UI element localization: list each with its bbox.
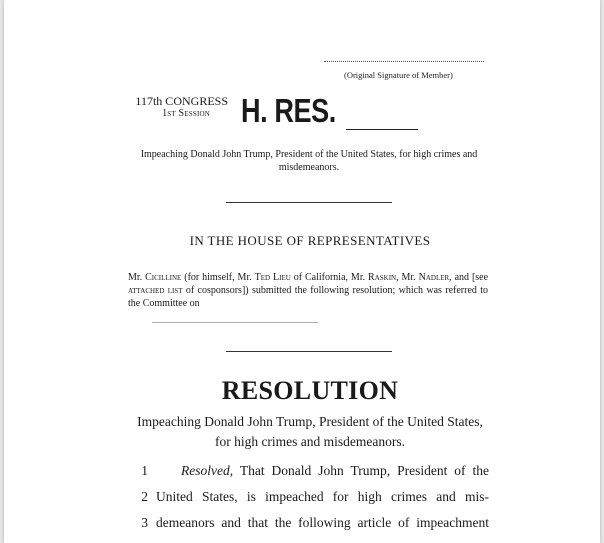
chamber-heading: IN THE HOUSE OF REPRESENTATIVES <box>189 233 431 248</box>
body-line: demeanors and that the following article of impeachment <box>156 515 489 530</box>
session-label: 1st Session <box>162 108 210 119</box>
action-text-1: (for himself, Mr. <box>184 272 252 283</box>
divider-rule <box>226 351 392 352</box>
attached-list-label: attached list <box>128 284 183 296</box>
resolved-word: Resolved, <box>181 463 234 478</box>
committee-blank <box>152 322 318 323</box>
line-number: 3 <box>141 515 148 530</box>
body-line <box>181 463 489 479</box>
short-title: Impeaching Donald John Trump, President of the United States, for high crimes and misdemeanors. <box>140 149 478 173</box>
cosponsor-name: Raskin <box>368 272 397 283</box>
action-text-2: of California, Mr. <box>293 272 366 283</box>
document-page <box>4 0 600 543</box>
congress-number: 117th CONGRESS <box>135 94 228 108</box>
line-number: 2 <box>141 489 148 504</box>
sponsor-prefix: Mr. <box>128 272 143 283</box>
line-number: 1 <box>141 463 148 478</box>
signature-caption: (Original Signature of Member) <box>344 70 453 80</box>
resolution-heading: RESOLUTION <box>221 376 399 405</box>
long-title: Impeaching Donald John Trump, President of the United States, for high crimes and misdemeanors. <box>137 414 483 449</box>
body-line: United States, is impeached for high crimes and mis- <box>156 489 489 504</box>
signature-line <box>324 61 484 62</box>
body-line-text: That Donald John Trump, President of the <box>239 463 489 478</box>
sponsor-name: Cicilline <box>145 272 182 283</box>
action-text-5: of cosponsors]) submitted the following resolution; which was referred to the Committee on <box>128 284 488 309</box>
action-text-4: , and [see <box>449 272 489 283</box>
cosponsor-name: Ted Lieu <box>254 272 291 283</box>
action-clause <box>128 272 488 310</box>
divider-rule <box>226 202 392 203</box>
action-text-3: , Mr. <box>396 272 416 283</box>
bill-number-blank <box>346 129 418 130</box>
cosponsor-name: Nadler <box>418 272 450 283</box>
bill-type: H. RES. <box>241 92 336 129</box>
